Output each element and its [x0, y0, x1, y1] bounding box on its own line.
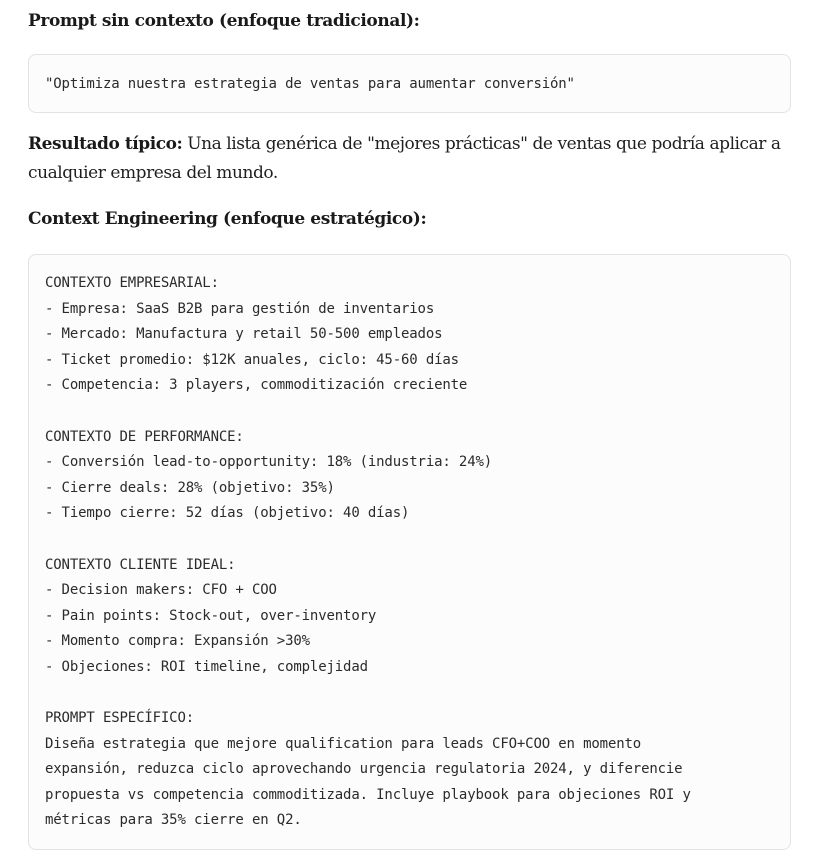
- context-prompt-text: CONTEXTO EMPRESARIAL: - Empresa: SaaS B2B para gestión de inventarios - Mercado: Manufactura y retail 50-500 empleados - Ticket promedio: $12K anuales, ciclo: 45-60 días - Competencia: 3 players, commoditización creciente CONTEXTO DE PERFORMANCE: - Conversión lead-to-opportunity: 18% (industria: 24%) - Cierre deals: 28% (objetivo: 35%) - Tiempo cierre: 52 días (objetivo: 40 días) CONTEXTO CLIENTE IDEAL: - Decision makers: CFO + COO - Pain points: Stock-out, over-inventory - Momento compra: Expansión >30% - Objeciones: ROI timeline, complejidad PROMPT ESPECÍFICO: Diseña estrategia que mejore qualification para leads CFO+COO en momento expansión, reduzca ciclo aprovechando urgencia regulatoria 2024, y diferencie propuesta vs competencia commoditizada. Incluye playbook para objeciones ROI y métricas para 35% cierre en Q2.: [45, 275, 691, 829]
- context-prompt-code-block: [28, 254, 791, 850]
- result-label: Resultado típico:: [28, 134, 183, 154]
- context-engineering-heading: Context Engineering (enfoque estratégico):: [28, 209, 427, 229]
- traditional-prompt-text: "Optimiza nuestra estrategia de ventas para aumentar conversión": [45, 76, 575, 92]
- result-text: Una lista genérica de "mejores prácticas" de ventas que podría aplicar a cualquier empresa del mundo.: [28, 134, 781, 183]
- traditional-prompt-code-block: [28, 54, 791, 113]
- result-paragraph: [28, 130, 788, 188]
- traditional-heading: Prompt sin contexto (enfoque tradicional):: [28, 11, 420, 31]
